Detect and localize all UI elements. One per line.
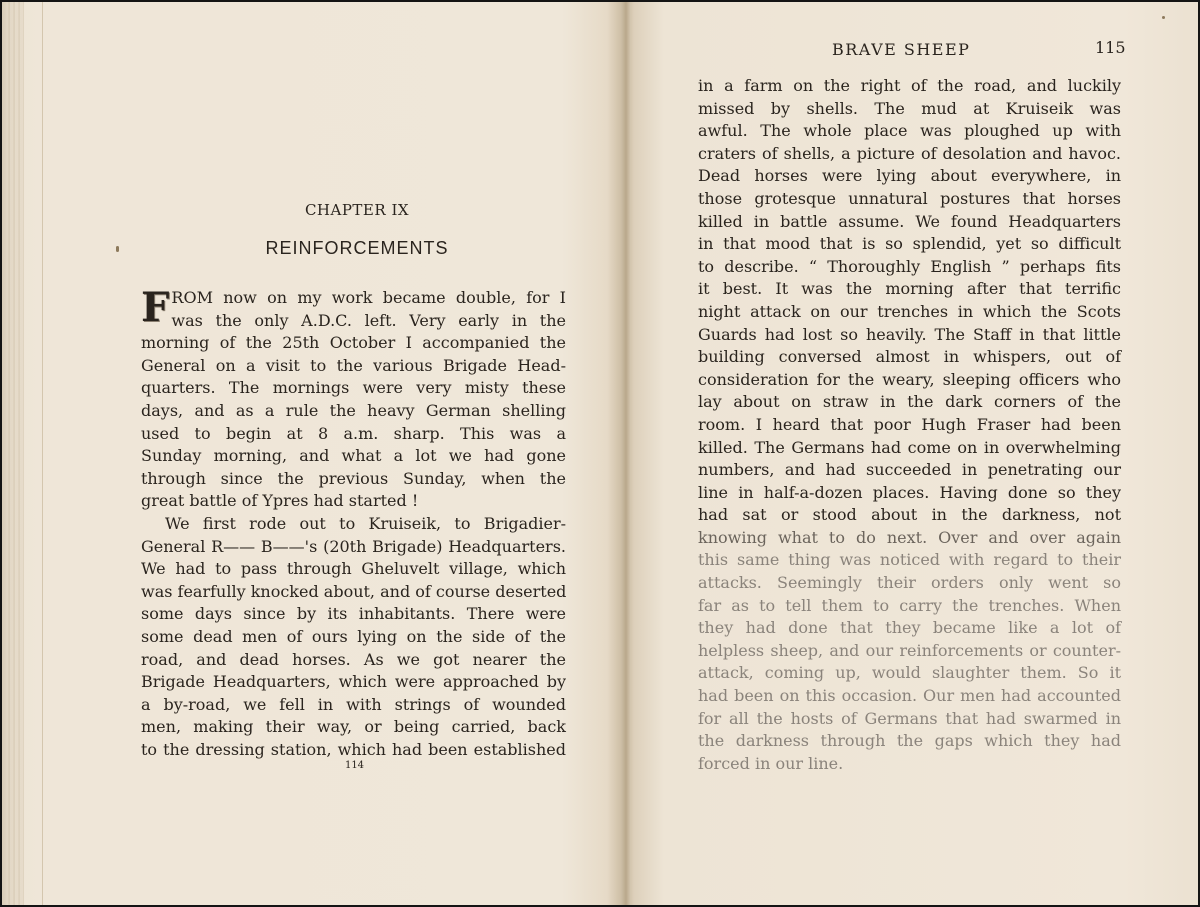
text-line: helpless sheep, and our reinforcements or counter- <box>698 640 1121 660</box>
text-line: morning of the 25th October I accompanied the <box>141 333 566 353</box>
running-head: BRAVE SHEEP <box>832 40 971 59</box>
text-line: had been on this occasion. Our men had accounted <box>698 686 1121 706</box>
text-line: those grotesque unnatural postures that horses <box>698 188 1121 208</box>
page-number-left: 114 <box>344 760 365 771</box>
text-line: General R—— B——'s (20th Brigade) Headquarters. <box>141 536 566 556</box>
text-line: was the only A.D.C. left. Very early in the <box>171 310 566 330</box>
text-line: road, and dead horses. As we got nearer the <box>141 649 566 669</box>
text-line: General on a visit to the various Brigade Head- <box>141 355 566 375</box>
text-line: had sat or stood about in the darkness, not <box>698 505 1121 525</box>
text-line: to the dressing station, which had been established <box>141 739 566 759</box>
text-line: used to begin at 8 a.m. sharp. This was a <box>141 423 566 443</box>
page-number-right: 115 <box>1095 38 1126 57</box>
text-line: killed in battle assume. We found Headquarters <box>698 211 1121 231</box>
left-lines <box>141 332 566 761</box>
text-line: We first rode out to Kruiseik, to Brigadier- <box>165 513 566 533</box>
text-line: a by-road, we fell in with strings of wounded <box>141 694 566 714</box>
text-line: it best. It was the morning after that terrific <box>698 279 1121 299</box>
book-spread <box>2 2 1198 905</box>
opening-paragraph <box>141 284 566 332</box>
text-line: some dead men of ours lying on the side of the <box>141 626 566 646</box>
text-line: consideration for the weary, sleeping officers who <box>698 369 1121 389</box>
left-page-body <box>141 284 567 761</box>
text-line: Sunday morning, and what a lot we had gone <box>141 446 566 466</box>
left-page <box>2 2 624 905</box>
chapter-title: REINFORCEMENTS <box>265 238 449 258</box>
text-line: for all the hosts of Germans that had swarmed in <box>698 708 1121 728</box>
text-line: craters of shells, a picture of desolation and havoc. <box>698 143 1121 163</box>
text-line: missed by shells. The mud at Kruiseik was <box>698 98 1121 118</box>
text-line: was fearfully knocked about, and of course deserted <box>141 581 567 601</box>
text-line: quarters. The mornings were very misty these <box>141 378 566 398</box>
text-line: the darkness through the gaps which they had <box>698 731 1121 751</box>
right-page-body <box>698 75 1121 775</box>
text-line: attacks. Seemingly their orders only went so <box>698 573 1121 593</box>
text-line: this same thing was noticed with regard to their <box>698 550 1121 570</box>
text-line: attack, coming up, would slaughter them. So it <box>698 663 1121 683</box>
text-line: line in half-a-dozen places. Having done so they <box>698 482 1121 502</box>
book-gutter <box>621 2 631 905</box>
text-line: killed. The Germans had come on in overwhelming <box>698 437 1121 457</box>
text-line: awful. The whole place was ploughed up with <box>698 121 1121 141</box>
page-edge-line <box>42 2 43 905</box>
text-line: men, making their way, or being carried, back <box>141 717 566 737</box>
text-line: Guards had lost so heavily. The Staff in that little <box>698 324 1121 344</box>
page-edges <box>6 2 24 905</box>
text-line: Dead horses were lying about everywhere, in <box>698 166 1121 186</box>
text-line: building conversed almost in whispers, out of <box>698 347 1121 367</box>
page-smudge <box>116 246 119 252</box>
text-line: through since the previous Sunday, when the <box>141 468 566 488</box>
page-speck <box>1162 16 1165 19</box>
text-line: great battle of Ypres had started ! <box>141 491 419 511</box>
text-line: knowing what to do next. Over and over again <box>698 527 1121 547</box>
drop-cap: F <box>141 284 170 331</box>
text-line: numbers, and had succeeded in penetrating our <box>698 460 1121 480</box>
text-line: We had to pass through Gheluvelt village, which <box>141 559 566 579</box>
text-line: room. I heard that poor Hugh Fraser had been <box>698 414 1121 434</box>
text-line: far as to tell them to carry the trenches. When <box>698 595 1121 615</box>
text-line: night attack on our trenches in which the Scots <box>698 301 1121 321</box>
text-line: ROM now on my work became double, for I <box>171 288 566 307</box>
text-line: forced in our line. <box>698 753 844 773</box>
dropcap-lines <box>171 287 566 332</box>
text-line: in a farm on the right of the road, and luckily <box>698 76 1121 95</box>
text-line: some days since by its inhabitants. There were <box>141 604 566 624</box>
text-line: they had done that they became like a lot of <box>698 618 1121 638</box>
text-line: to describe. “ Thoroughly English ” perhaps fits <box>698 256 1121 276</box>
text-line: Brigade Headquarters, which were approached by <box>141 672 566 692</box>
text-line: days, and as a rule the heavy German shelling <box>141 400 566 420</box>
text-line: lay about on straw in the dark corners of the <box>698 392 1121 412</box>
chapter-number: CHAPTER IX <box>304 201 410 219</box>
text-line: in that mood that is so splendid, yet so difficult <box>698 234 1121 254</box>
